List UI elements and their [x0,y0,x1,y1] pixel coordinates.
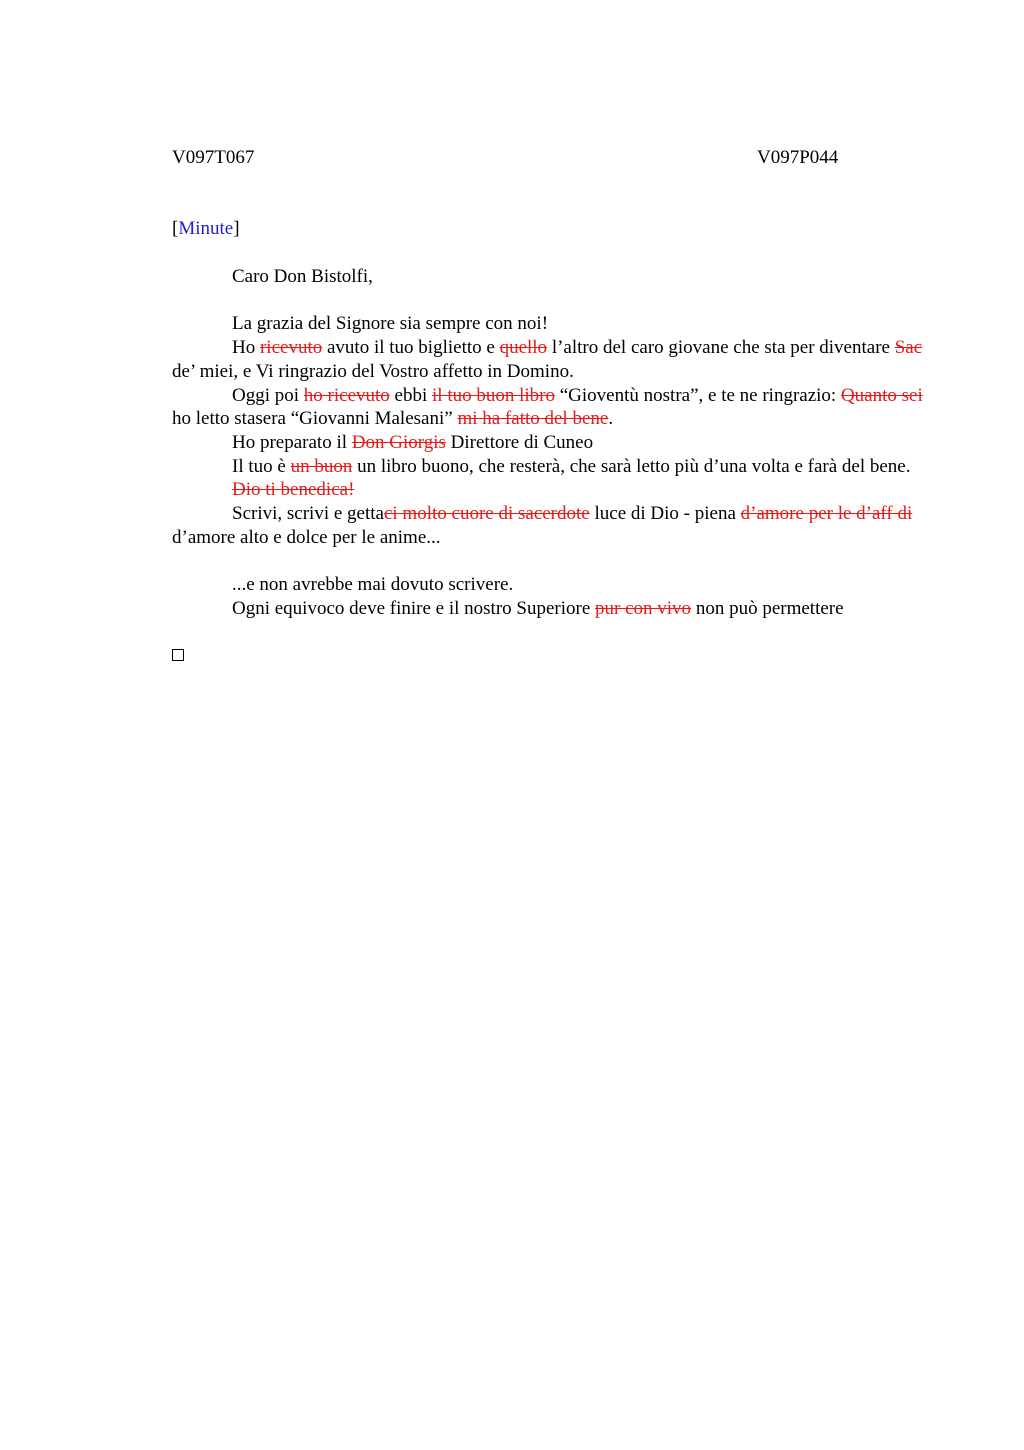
letter-body [172,265,924,621]
deleted-text: d’amore per le d’aff di [740,503,913,525]
deleted-text: quello [499,337,548,359]
close-bracket: ] [233,218,240,239]
open-bracket: [ [172,218,179,239]
deleted-text: Quanto sei [840,384,923,406]
text-segment: Ho preparato il [232,431,352,453]
deleted-text: un buon [290,455,353,477]
paragraph-equivoco [172,597,924,621]
paragraph-gioventu [172,384,924,431]
text-segment: un libro buono, che resterà, che sarà letto più d’una volta e farà del bene. [352,455,911,477]
text-segment: Direttore di Cuneo [445,431,594,453]
paragraph-preparato [172,431,924,455]
end-marker-square-icon [172,649,184,661]
minute-label-line [172,217,240,241]
text-segment: non può permettere [691,597,844,619]
deleted-text: mi ha fatto del bene [457,408,609,430]
text-segment: . [608,408,614,430]
text-segment: de’ miei, e Vi ringrazio del Vostro affetto in Domino. [172,360,574,382]
paragraph-libro-buono [172,455,924,479]
paragraph-scrivere: ...e non avrebbe mai dovuto scrivere. [232,574,514,596]
deleted-text: Don Giorgis [351,431,446,453]
document-code-right: V097P044 [757,147,839,168]
deleted-text: ho ricevuto [303,384,390,406]
paragraph-scrivi [172,502,924,549]
minute-label: Minute [178,218,234,239]
deleted-text: pur con vivo [595,597,692,619]
text-segment: Ogni equivoco deve finire e il nostro Superiore [232,597,596,619]
text-segment: luce di Dio - piena [589,503,741,525]
text-segment: Ho [232,337,260,359]
deleted-text: Dio ti benedica! [232,479,355,501]
salutation: Caro Don Bistolfi, [232,266,373,287]
text-segment: l’altro del caro giovane che sta per diventare [547,337,895,359]
text-segment: d’amore alto e dolce per le anime... [172,526,441,548]
paragraph-benedica [172,478,924,502]
paragraph-biglietto [172,336,924,383]
deleted-text: ricevuto [259,337,323,359]
text-segment: Scrivi, scrivi e getta [232,503,384,525]
text-segment: ho letto stasera “Giovanni Malesani” [172,408,458,430]
text-segment: Il tuo è [232,455,291,477]
text-segment: avuto il tuo biglietto e [322,337,500,359]
paragraph-greeting: La grazia del Signore sia sempre con noi! [232,313,549,335]
text-segment: “Gioventù nostra”, e te ne ringrazio: [555,384,841,406]
text-segment: Oggi poi [232,384,304,406]
document-code-left: V097T067 [172,147,255,168]
text-segment: ebbi [389,384,433,406]
deleted-text: ci molto cuore di sacerdote [383,503,590,525]
deleted-text: il tuo buon libro [432,384,555,406]
deleted-text: Sac [894,337,923,359]
